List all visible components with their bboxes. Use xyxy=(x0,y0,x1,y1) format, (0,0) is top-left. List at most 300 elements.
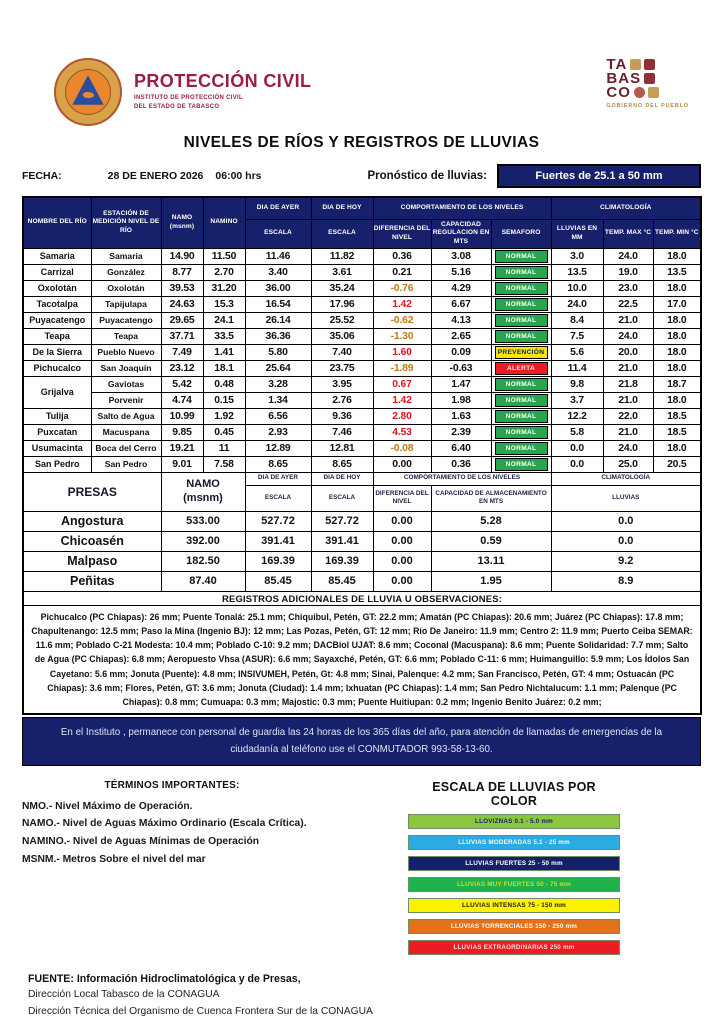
tabasco-glyph-icon xyxy=(630,59,641,70)
term-item: NAMINO.- Nivel de Aguas Mínimas de Operación xyxy=(22,835,260,847)
escala-hoy-value: 8.65 xyxy=(311,456,373,472)
rain-scale-bar: LLUVIAS FUERTES 25 - 50 mm xyxy=(408,856,620,871)
tabasco-glyph-icon xyxy=(648,87,659,98)
river-row xyxy=(23,344,701,360)
temp-max-value: 21.0 xyxy=(603,312,653,328)
col-header-dia-ayer: DIA DE AYER xyxy=(245,197,311,219)
presas-dia-ayer-header: DIA DE AYER xyxy=(245,472,311,485)
temp-min-value: 18.5 xyxy=(653,424,701,440)
presa-diferencia-value: 0.00 xyxy=(373,571,431,591)
presa-escala-ayer-value: 85.45 xyxy=(245,571,311,591)
temp-max-value: 19.0 xyxy=(603,264,653,280)
river-name: Samaria xyxy=(23,248,91,264)
term-item: NMO.- Nivel Máximo de Operación. xyxy=(22,800,193,812)
escala-hoy-value: 12.81 xyxy=(311,440,373,456)
presa-escala-ayer-value: 527.72 xyxy=(245,511,311,531)
capacidad-regulacion-value: 2.65 xyxy=(431,328,491,344)
escala-hoy-value: 23.75 xyxy=(311,360,373,376)
river-name: Puyacatengo xyxy=(23,312,91,328)
temp-min-value: 18.0 xyxy=(653,248,701,264)
rain-scale-bar: LLOVIZNAS 0.1 - 5.0 mm xyxy=(408,814,620,829)
station-name: Samaria xyxy=(91,248,161,264)
river-row xyxy=(23,360,701,376)
semaforo-badge: NORMAL xyxy=(495,266,548,279)
tabasco-glyph-icon xyxy=(634,87,645,98)
namo-value: 14.90 xyxy=(161,248,203,264)
lluvias-value: 7.5 xyxy=(551,328,603,344)
escala-hoy-value: 11.82 xyxy=(311,248,373,264)
river-row xyxy=(23,312,701,328)
semaforo-cell xyxy=(491,424,551,440)
escala-ayer-value: 5.80 xyxy=(245,344,311,360)
lluvias-value: 12.2 xyxy=(551,408,603,424)
semaforo-badge: NORMAL xyxy=(495,298,548,311)
river-row xyxy=(23,248,701,264)
semaforo-cell xyxy=(491,408,551,424)
capacidad-regulacion-value: 3.08 xyxy=(431,248,491,264)
rain-scale-bars xyxy=(408,814,620,955)
river-name: Puxcatan xyxy=(23,424,91,440)
diferencia-nivel-value: -1.89 xyxy=(373,360,431,376)
river-name: Usumacinta xyxy=(23,440,91,456)
escala-hoy-value: 3.61 xyxy=(311,264,373,280)
namino-value: 7.58 xyxy=(203,456,245,472)
pronostico-badge: Fuertes de 25.1 a 50 mm xyxy=(497,164,701,188)
brand-text xyxy=(134,72,311,112)
tabasco-logo xyxy=(606,58,689,109)
presa-name: Malpaso xyxy=(23,551,161,571)
registros-section xyxy=(23,591,701,714)
river-name: San Pedro xyxy=(23,456,91,472)
presa-name: Peñitas xyxy=(23,571,161,591)
temp-min-value: 17.0 xyxy=(653,296,701,312)
diferencia-nivel-value: -0.76 xyxy=(373,280,431,296)
lluvias-value: 5.8 xyxy=(551,424,603,440)
registros-title: REGISTROS ADICIONALES DE LLUVIA U OBSERVACIONES: xyxy=(23,591,701,605)
presa-row xyxy=(23,531,701,551)
rain-scale-title: ESCALA DE LLUVIAS POR COLOR xyxy=(432,779,596,808)
rain-scale-block xyxy=(408,780,620,961)
semaforo-badge: NORMAL xyxy=(495,458,548,471)
station-name: Teapa xyxy=(91,328,161,344)
escala-hoy-value: 9.36 xyxy=(311,408,373,424)
presas-col-header: PRESAS xyxy=(23,472,161,511)
semaforo-badge: NORMAL xyxy=(495,330,548,343)
tabasco-word-co: CO xyxy=(606,83,631,101)
escala-hoy-value: 35.06 xyxy=(311,328,373,344)
pronostico-label: Pronóstico de lluvias: xyxy=(367,170,487,182)
col-header-semaforo: SEMAFORO xyxy=(491,219,551,248)
presas-escala-ayer-header: ESCALA xyxy=(245,485,311,511)
temp-max-value: 24.0 xyxy=(603,328,653,344)
lluvias-value: 3.0 xyxy=(551,248,603,264)
hora-value: 06:00 hrs xyxy=(215,170,262,182)
source-line2: Dirección Local Tabasco de la CONAGUA xyxy=(28,989,220,1001)
capacidad-regulacion-value: -0.63 xyxy=(431,360,491,376)
semaforo-cell xyxy=(491,328,551,344)
lluvias-value: 9.8 xyxy=(551,376,603,392)
namo-value: 8.77 xyxy=(161,264,203,280)
presa-escala-ayer-value: 169.39 xyxy=(245,551,311,571)
escala-ayer-value: 36.36 xyxy=(245,328,311,344)
registros-text: Pichucalco (PC Chiapas): 26 mm; Puente Tonalá: 25.1 mm; Chiquibul, Petén, GT: 22.2 mm; Amatán (PC Chiapas): 20.6 mm; Juárez (PC Chiapas): 17.8 mm; Chapultenango: 12.5 mm; Paso la Mina (Ingenio BJ): 12 mm; Las Pozas, Petén, GT: 12 mm; Río De Janeiro: 11.9 mm; Centro 2: 11.9 mm; Puerto Ceiba SEMAR: 11.6 mm; Poblado C-21 Modesta: 10.4 mm; Poblado C-10: 9.2 mm; DACBiol UJAT: 8.6 mm; Coconal (Macuspana): 8.6 mm; Puente Solidaridad: 7.7 mm; Salto de Agua (PC Chiapas): 6.8 mm; Aeropuesto Vhsa (ASUR): 6.6 mm; Sayaxché, Petén, GT: 6.6 mm; Poblado C-11: 6 mm; Huimanguillo: 5.9 mm; Los Ídolos San Cayetano: 5.6 mm; Jonuta (Puente): 4.8 mm; INSIVUMEH, Petén, Gt: 4.8 mm; Sinai, Palenque: 4.2 mm; San Francisco, Petén, GT: 4 mm; Ostuacán (PC Chiapas): 3.6 mm; Flores, Petén, GT: 3.6 mm; Jonuta (Ciudad): 1.4 mm; Ixhuatan (PC Chiapas): 1.4 mm; San Pedro Nichtalucum: 1.1 mm; Palenque (PC Chiapas): 0.8 mm; Cumuapa: 0.3 mm; Majostic: 0.3 mm; Puente Huitiupan: 0.2 mm; Ingenio Benito Juárez: 0.2 mm; xyxy=(23,605,701,714)
proteccion-civil-emblem-icon xyxy=(54,58,122,126)
semaforo-badge: NORMAL xyxy=(495,442,548,455)
presa-name: Angostura xyxy=(23,511,161,531)
presa-lluvias-value: 0.0 xyxy=(551,531,701,551)
capacidad-regulacion-value: 1.47 xyxy=(431,376,491,392)
river-row xyxy=(23,264,701,280)
escala-hoy-value: 17.96 xyxy=(311,296,373,312)
rain-scale-bar: LLUVIAS MUY FUERTES 50 - 75 mm xyxy=(408,877,620,892)
semaforo-cell xyxy=(491,312,551,328)
semaforo-cell xyxy=(491,456,551,472)
escala-ayer-value: 3.28 xyxy=(245,376,311,392)
bulletin-content xyxy=(22,0,701,1020)
presas-lluvias-header: LLUVIAS xyxy=(551,485,701,511)
diferencia-nivel-value: 1.42 xyxy=(373,392,431,408)
lluvias-value: 11.4 xyxy=(551,360,603,376)
presas-climatologia-header: CLIMATOLOGÍA xyxy=(551,472,701,485)
presa-row xyxy=(23,571,701,591)
brand-subtitle xyxy=(134,94,311,112)
bottom-section xyxy=(22,780,701,961)
source-line1: FUENTE: Información Hidroclimatológica y de Presas, xyxy=(28,972,301,985)
namino-value: 18.1 xyxy=(203,360,245,376)
namo-value: 23.12 xyxy=(161,360,203,376)
namino-value: 15.3 xyxy=(203,296,245,312)
presas-diferencia-header: DIFERENCIA DEL NIVEL xyxy=(373,485,431,511)
station-name: Salto de Agua xyxy=(91,408,161,424)
lluvias-value: 10.0 xyxy=(551,280,603,296)
presa-name: Chicoasén xyxy=(23,531,161,551)
col-header-nombre-rio: NOMBRE DEL RÍO xyxy=(23,197,91,248)
escala-ayer-value: 36.00 xyxy=(245,280,311,296)
capacidad-regulacion-value: 0.09 xyxy=(431,344,491,360)
tabasco-word-bas: BAS xyxy=(606,69,642,87)
temp-max-value: 24.0 xyxy=(603,440,653,456)
diferencia-nivel-value: 4.53 xyxy=(373,424,431,440)
presa-namo-value: 392.00 xyxy=(161,531,245,551)
presa-capacidad-value: 13.11 xyxy=(431,551,551,571)
lluvias-value: 0.0 xyxy=(551,440,603,456)
temp-min-value: 13.5 xyxy=(653,264,701,280)
namo-value: 5.42 xyxy=(161,376,203,392)
river-row xyxy=(23,456,701,472)
meta-row xyxy=(22,165,701,187)
capacidad-regulacion-value: 6.40 xyxy=(431,440,491,456)
namino-value: 31.20 xyxy=(203,280,245,296)
semaforo-cell xyxy=(491,440,551,456)
presa-row xyxy=(23,551,701,571)
temp-max-value: 22.0 xyxy=(603,408,653,424)
semaforo-cell xyxy=(491,392,551,408)
emblem-map-icon xyxy=(83,92,94,98)
escala-hoy-value: 3.95 xyxy=(311,376,373,392)
river-row xyxy=(23,408,701,424)
capacidad-regulacion-value: 1.98 xyxy=(431,392,491,408)
station-name: Oxolotán xyxy=(91,280,161,296)
col-header-temp-max: TEMP. MAX °C xyxy=(603,219,653,248)
station-name: Boca del Cerro xyxy=(91,440,161,456)
escala-ayer-value: 3.40 xyxy=(245,264,311,280)
escala-ayer-value: 1.34 xyxy=(245,392,311,408)
temp-min-value: 20.5 xyxy=(653,456,701,472)
tabasco-logo-line3 xyxy=(606,83,689,101)
namino-value: 0.48 xyxy=(203,376,245,392)
presas-header xyxy=(23,472,701,511)
diferencia-nivel-value: 0.00 xyxy=(373,456,431,472)
escala-ayer-value: 6.56 xyxy=(245,408,311,424)
namo-line1: NAMO xyxy=(171,214,193,222)
brand-title: PROTECCIÓN CIVIL xyxy=(134,71,312,91)
lluvias-value: 3.7 xyxy=(551,392,603,408)
temp-max-value: 21.0 xyxy=(603,360,653,376)
lluvias-value: 0.0 xyxy=(551,456,603,472)
header xyxy=(22,58,701,130)
presa-diferencia-value: 0.00 xyxy=(373,511,431,531)
semaforo-badge: NORMAL xyxy=(495,282,548,295)
fecha-label: FECHA: xyxy=(22,170,62,182)
temp-min-value: 18.0 xyxy=(653,344,701,360)
escala-hoy-value: 35.24 xyxy=(311,280,373,296)
semaforo-badge: NORMAL xyxy=(495,426,548,439)
namo-value: 9.01 xyxy=(161,456,203,472)
temp-min-value: 18.0 xyxy=(653,360,701,376)
proteccion-civil-brand xyxy=(54,58,311,126)
river-name: Tacotalpa xyxy=(23,296,91,312)
escala-ayer-value: 8.65 xyxy=(245,456,311,472)
diferencia-nivel-value: 1.60 xyxy=(373,344,431,360)
group-header-climatologia: CLIMATOLOGÍA xyxy=(551,197,701,219)
col-header-namino: NAMINO xyxy=(203,197,245,248)
station-name: San Joaquín xyxy=(91,360,161,376)
terms-block xyxy=(22,780,380,961)
namino-value: 11 xyxy=(203,440,245,456)
presas-comportamiento-header: COMPORTAMIENTO DE LOS NIVELES xyxy=(373,472,551,485)
temp-max-value: 21.0 xyxy=(603,424,653,440)
col-header-namo xyxy=(161,197,203,248)
presas-dia-hoy-header: DIA DE HOY xyxy=(311,472,373,485)
semaforo-cell xyxy=(491,376,551,392)
brand-subtitle-line2: DEL ESTADO DE TABASCO xyxy=(134,104,220,110)
diferencia-nivel-value: -1.30 xyxy=(373,328,431,344)
presa-escala-ayer-value: 391.41 xyxy=(245,531,311,551)
station-name: San Pedro xyxy=(91,456,161,472)
presa-capacidad-value: 0.59 xyxy=(431,531,551,551)
semaforo-badge: NORMAL xyxy=(495,410,548,423)
namino-value: 1.92 xyxy=(203,408,245,424)
lluvias-value: 5.6 xyxy=(551,344,603,360)
namino-value: 1.41 xyxy=(203,344,245,360)
river-name: De la Sierra xyxy=(23,344,91,360)
river-row xyxy=(23,376,701,392)
temp-max-value: 25.0 xyxy=(603,456,653,472)
temp-min-value: 18.0 xyxy=(653,392,701,408)
station-name: Pueblo Nuevo xyxy=(91,344,161,360)
presa-lluvias-value: 8.9 xyxy=(551,571,701,591)
semaforo-badge: ALERTA xyxy=(495,362,548,375)
semaforo-cell xyxy=(491,344,551,360)
term-item: NAMO.- Nivel de Aguas Máximo Ordinario (Escala Crítica). xyxy=(22,818,307,830)
escala-hoy-value: 25.52 xyxy=(311,312,373,328)
namo-value: 29.65 xyxy=(161,312,203,328)
namo-value: 37.71 xyxy=(161,328,203,344)
col-header-diferencia: DIFERENCIA DEL NIVEL xyxy=(373,219,431,248)
river-name: Oxolotán xyxy=(23,280,91,296)
river-row xyxy=(23,392,701,408)
presa-diferencia-value: 0.00 xyxy=(373,551,431,571)
diferencia-nivel-value: 0.36 xyxy=(373,248,431,264)
semaforo-cell xyxy=(491,264,551,280)
diferencia-nivel-value: 0.21 xyxy=(373,264,431,280)
namo-value: 4.74 xyxy=(161,392,203,408)
presa-lluvias-value: 0.0 xyxy=(551,511,701,531)
presa-diferencia-value: 0.00 xyxy=(373,531,431,551)
presas-escala-hoy-header: ESCALA xyxy=(311,485,373,511)
presa-row xyxy=(23,511,701,531)
lluvias-value: 8.4 xyxy=(551,312,603,328)
semaforo-badge: NORMAL xyxy=(495,394,548,407)
source-line3: Dirección Técnica del Organismo de Cuenca Frontera Sur de la CONAGUA xyxy=(28,1005,373,1017)
namino-value: 0.45 xyxy=(203,424,245,440)
river-name: Teapa xyxy=(23,328,91,344)
rivers-header xyxy=(23,197,701,248)
presa-escala-hoy-value: 85.45 xyxy=(311,571,373,591)
station-name: González xyxy=(91,264,161,280)
namo-line2: (msnm) xyxy=(169,222,195,230)
temp-max-value: 21.8 xyxy=(603,376,653,392)
lluvias-value: 13.5 xyxy=(551,264,603,280)
temp-min-value: 18.0 xyxy=(653,328,701,344)
presas-capacidad-header: CAPACIDAD DE ALMACENAMIENTO EN MTS xyxy=(431,485,551,511)
fecha-value: 28 DE ENERO 2026 xyxy=(107,170,204,182)
guard-notice-banner: En el Instituto , permanece con personal de guardia las 24 horas de los 365 días del año, para atención de llamadas de emergencias de la ciudadanía al teléfono use el CONMUTADOR 993-58-13-60. xyxy=(22,717,701,765)
semaforo-badge: NORMAL xyxy=(495,250,548,263)
presas-body xyxy=(23,511,701,591)
page-title: NIVELES DE RÍOS Y REGISTROS DE LLUVIAS xyxy=(183,134,540,151)
presas-namo-header xyxy=(161,472,245,511)
tabasco-word-ta: TA xyxy=(606,56,628,73)
capacidad-regulacion-value: 0.36 xyxy=(431,456,491,472)
river-name: Grijalva xyxy=(23,376,91,408)
escala-hoy-value: 7.40 xyxy=(311,344,373,360)
station-name: Porvenir xyxy=(91,392,161,408)
namo-value: 39.53 xyxy=(161,280,203,296)
rain-scale-bar: LLUVIAS EXTRAORDINARIAS 250 mm xyxy=(408,940,620,955)
presa-escala-hoy-value: 391.41 xyxy=(311,531,373,551)
group-header-comportamiento: COMPORTAMIENTO DE LOS NIVELES xyxy=(373,197,551,219)
namo-value: 24.63 xyxy=(161,296,203,312)
temp-max-value: 20.0 xyxy=(603,344,653,360)
diferencia-nivel-value: 2.80 xyxy=(373,408,431,424)
brand-subtitle-line1: INSTITUTO DE PROTECCIÓN CIVIL xyxy=(134,95,243,101)
river-row xyxy=(23,424,701,440)
col-header-escala-hoy: ESCALA xyxy=(311,219,373,248)
escala-ayer-value: 12.89 xyxy=(245,440,311,456)
river-row xyxy=(23,328,701,344)
namino-value: 0.15 xyxy=(203,392,245,408)
temp-min-value: 18.0 xyxy=(653,312,701,328)
presas-namo-line1: NAMO xyxy=(186,477,220,490)
capacidad-regulacion-value: 4.13 xyxy=(431,312,491,328)
term-item: MSNM.- Metros Sobre el nivel del mar xyxy=(22,853,206,865)
river-row xyxy=(23,440,701,456)
col-header-capacidad: CAPACIDAD REGULACION EN MTS xyxy=(431,219,491,248)
presa-escala-hoy-value: 527.72 xyxy=(311,511,373,531)
river-name: Pichucalco xyxy=(23,360,91,376)
namo-value: 10.99 xyxy=(161,408,203,424)
semaforo-badge: NORMAL xyxy=(495,314,548,327)
namo-value: 9.85 xyxy=(161,424,203,440)
col-header-dia-hoy: DIA DE HOY xyxy=(311,197,373,219)
namino-value: 24.1 xyxy=(203,312,245,328)
terms-list xyxy=(22,798,380,869)
col-header-lluvias-mm: LLUVIAS EN MM xyxy=(551,219,603,248)
semaforo-badge: NORMAL xyxy=(495,378,548,391)
lluvias-value: 24.0 xyxy=(551,296,603,312)
temp-max-value: 21.0 xyxy=(603,392,653,408)
semaforo-cell xyxy=(491,296,551,312)
diferencia-nivel-value: -0.62 xyxy=(373,312,431,328)
namino-value: 33.5 xyxy=(203,328,245,344)
presa-escala-hoy-value: 169.39 xyxy=(311,551,373,571)
semaforo-cell xyxy=(491,248,551,264)
escala-hoy-value: 2.76 xyxy=(311,392,373,408)
rain-scale-bar: LLUVIAS INTENSAS 75 - 150 mm xyxy=(408,898,620,913)
rivers-presas-table xyxy=(22,196,702,715)
escala-ayer-value: 26.14 xyxy=(245,312,311,328)
station-name: Puyacatengo xyxy=(91,312,161,328)
col-header-estacion: ESTACIÓN DE MEDICIÓN NIVEL DE RÍO xyxy=(91,197,161,248)
namino-value: 2.70 xyxy=(203,264,245,280)
tabasco-tagline: GOBIERNO DEL PUEBLO xyxy=(606,103,689,110)
presa-namo-value: 533.00 xyxy=(161,511,245,531)
rain-scale-bar: LLUVIAS MODERADAS 5.1 - 25 mm xyxy=(408,835,620,850)
temp-min-value: 18.7 xyxy=(653,376,701,392)
rivers-body xyxy=(23,248,701,472)
capacidad-regulacion-value: 1.63 xyxy=(431,408,491,424)
escala-ayer-value: 16.54 xyxy=(245,296,311,312)
temp-min-value: 18.0 xyxy=(653,280,701,296)
river-name: Carrizal xyxy=(23,264,91,280)
terms-title: TÉRMINOS IMPORTANTES: xyxy=(104,779,240,791)
source-block xyxy=(28,971,701,1021)
station-name: Macuspana xyxy=(91,424,161,440)
diferencia-nivel-value: 0.67 xyxy=(373,376,431,392)
presa-namo-value: 182.50 xyxy=(161,551,245,571)
temp-min-value: 18.5 xyxy=(653,408,701,424)
semaforo-badge: PREVENCIÓN xyxy=(495,346,548,359)
presas-namo-line2: (msnm) xyxy=(183,491,223,504)
river-name: Tulija xyxy=(23,408,91,424)
station-name: Gaviotas xyxy=(91,376,161,392)
temp-max-value: 23.0 xyxy=(603,280,653,296)
capacidad-regulacion-value: 6.67 xyxy=(431,296,491,312)
station-name: Tapijulapa xyxy=(91,296,161,312)
presa-lluvias-value: 9.2 xyxy=(551,551,701,571)
temp-max-value: 24.0 xyxy=(603,248,653,264)
river-row xyxy=(23,296,701,312)
col-header-temp-min: TEMP. MIN °C xyxy=(653,219,701,248)
presa-capacidad-value: 5.28 xyxy=(431,511,551,531)
namo-value: 19.21 xyxy=(161,440,203,456)
col-header-escala-ayer: ESCALA xyxy=(245,219,311,248)
diferencia-nivel-value: 1.42 xyxy=(373,296,431,312)
presa-capacidad-value: 1.95 xyxy=(431,571,551,591)
tabasco-glyph-icon xyxy=(644,73,655,84)
namino-value: 11.50 xyxy=(203,248,245,264)
